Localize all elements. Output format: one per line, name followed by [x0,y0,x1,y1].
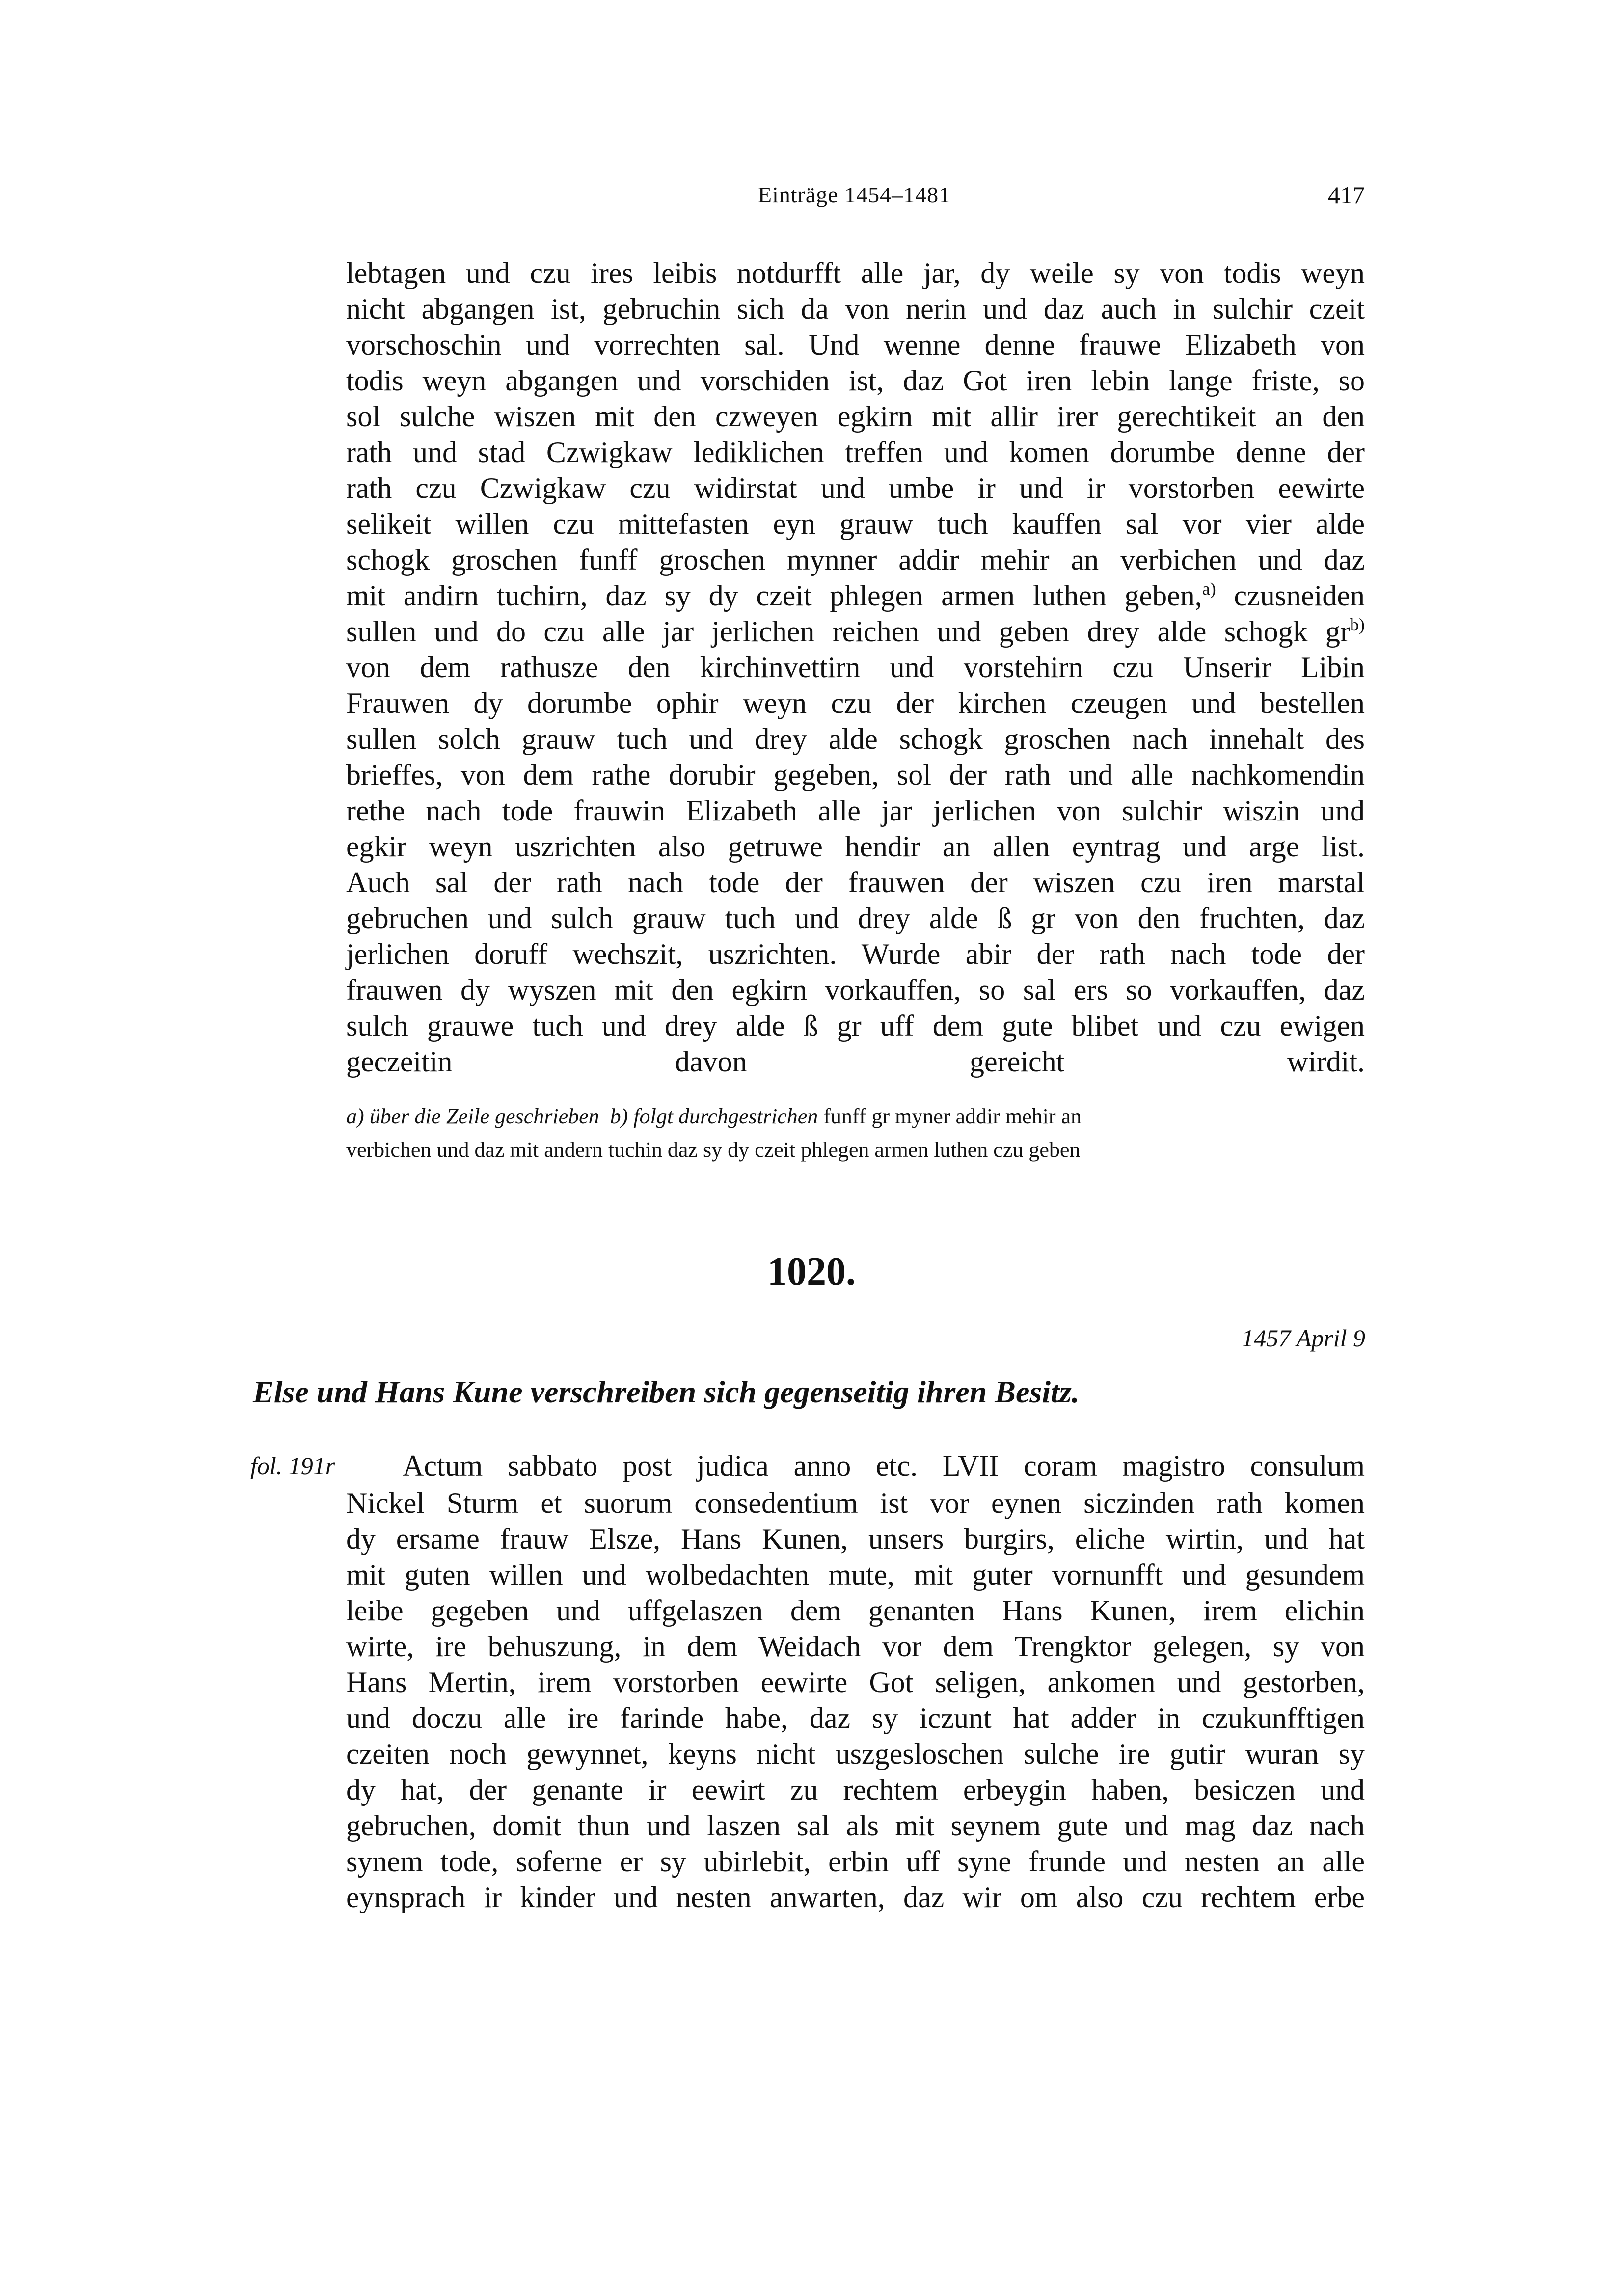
footnote-line [346,1100,1365,1133]
text-line: wirte, ire behuszung, in dem Weidach vor dem Trengktor gelegen, sy von [346,1630,1365,1663]
text-line: egkir weyn uszrichten also getruwe hendir an allen eyntrag und arge list. [346,830,1365,863]
text-line: frauwen dy wyszen mit den egkirn vorkauffen, so sal ers so vorkauffen, daz [346,974,1365,1006]
text-line: Frauwen dy dorumbe ophir weyn czu der kirchen czeugen und bestellen [346,687,1365,719]
text-line: Actum sabbato post judica anno etc. LVII coram magistro consulum [403,1449,1365,1482]
text-line: Auch sal der rath nach tode der frauwen der wiszen czu iren marstal [346,866,1365,899]
entry-date: 1457 April 9 [1242,1324,1365,1352]
page-number: 417 [1328,181,1365,209]
text-segment: sullen und do czu alle jar jerlichen reichen und geben drey alde schogk gr [346,615,1350,648]
text-line-with-note-a [346,578,1365,614]
entry-number: 1020. [767,1250,856,1293]
footnote-b-text: funff gr myner addir mehir an [823,1104,1082,1128]
text-line: eynsprach ir kinder und nesten anwarten, daz wir om also czu rechtem erbe [346,1881,1365,1913]
running-title: Einträge 1454–1481 [757,182,951,207]
entry-title: Else und Hans Kune verschreiben sich gegenseitig ihren Besitz. [253,1374,1080,1409]
text-line: geczeitin davon gereicht wirdit. [346,1045,1365,1078]
text-line: brieffes, von dem rathe dorubir gegeben, sol der rath und alle nachkomendin [346,759,1365,791]
text-segment: mit andirn tuchirn, daz sy dy czeit phlegen armen luthen geben, [346,579,1202,612]
text-line: schogk groschen funff groschen mynner addir mehir an verbichen und daz [346,544,1365,576]
text-line: todis weyn abgangen und vorschiden ist, daz Got iren lebin lange friste, so [346,364,1365,397]
text-line: rethe nach tode frauwin Elizabeth alle jar jerlichen von sulchir wiszin und [346,794,1365,827]
text-line: sullen solch grauw tuch und drey alde schogk groschen nach innehalt des [346,723,1365,755]
text-line: synem tode, soferne er sy ubirlebit, erbin uff syne frunde und nesten an alle [346,1845,1365,1878]
text-line: leibe gegeben und uffgelaszen dem genanten Hans Kunen, irem elichin [346,1594,1365,1627]
text-segment: czusneiden [1234,579,1365,612]
text-line: rath und stad Czwigkaw lediklichen treffen und komen dorumbe denne der [346,436,1365,468]
text-line: sol sulche wiszen mit den czweyen egkirn mit allir irer gerechtikeit an den [346,400,1365,433]
text-line: sulch grauwe tuch und drey alde ß gr uff dem gute blibet und czu ewigen [346,1010,1365,1042]
text-line: gebruchen und sulch grauw tuch und drey alde ß gr von den fruchten, daz [346,902,1365,934]
note-mark-a: a) [1202,579,1216,599]
text-line: und doczu alle ire farinde habe, daz sy iczunt hat adder in czukunfftigen [346,1702,1365,1734]
text-line: lebtagen und czu ires leibis notdurfft alle jar, dy weile sy von todis weyn [346,257,1365,289]
continuation-text [346,255,1365,1116]
text-line: selikeit willen czu mittefasten eyn grauw tuch kauffen sal vor vier alde [346,508,1365,540]
text-line: jerlichen doruff wechszit, uszrichten. Wurde abir der rath nach tode der [346,938,1365,970]
note-mark-b: b) [1350,615,1365,634]
text-line: von dem rathusze den kirchinvettirn und vorstehirn czu Unserir Libin [346,651,1365,683]
text-line: Nickel Sturm et suorum consedentium ist vor eynen siczinden rath komen [346,1487,1365,1519]
text-line: czeiten noch gewynnet, keyns nicht uszgesloschen sulche ire gutir wuran sy [346,1738,1365,1770]
folio-marker: fol. 191r [250,1452,335,1479]
text-line-with-note-b [346,614,1365,650]
footnote-b-label: b) folgt durchgestrichen [610,1104,818,1128]
text-line: dy hat, der genante ir eewirt zu rechtem erbeygin haben, besiczen und [346,1774,1365,1806]
text-line: mit guten willen und wolbedachten mute, mit guter vornunfft und gesundem [346,1558,1365,1591]
text-line: vorschoschin und vorrechten sal. Und wenne denne frauwe Elizabeth von [346,328,1365,361]
footnote-a: a) über die Zeile geschrieben [346,1104,599,1128]
entry-text [346,1446,1365,1915]
footnote-line: verbichen und daz mit andern tuchin daz sy dy czeit phlegen armen luthen czu geben [346,1138,1081,1162]
text-line: rath czu Czwigkaw czu widirstat und umbe ir und ir vorstorben eewirte [346,472,1365,504]
text-line: gebruchen, domit thun und laszen sal als mit seynem gute und mag daz nach [346,1809,1365,1842]
running-head [344,178,1365,212]
text-line: nicht abgangen ist, gebruchin sich da von nerin und daz auch in sulchir czeit [346,293,1365,325]
footnotes [346,1100,1365,1167]
text-line: dy ersame frauw Elsze, Hans Kunen, unsers burgirs, eliche wirtin, und hat [346,1523,1365,1555]
text-line: Hans Mertin, irem vorstorben eewirte Got seligen, ankomen und gestorben, [346,1666,1365,1698]
